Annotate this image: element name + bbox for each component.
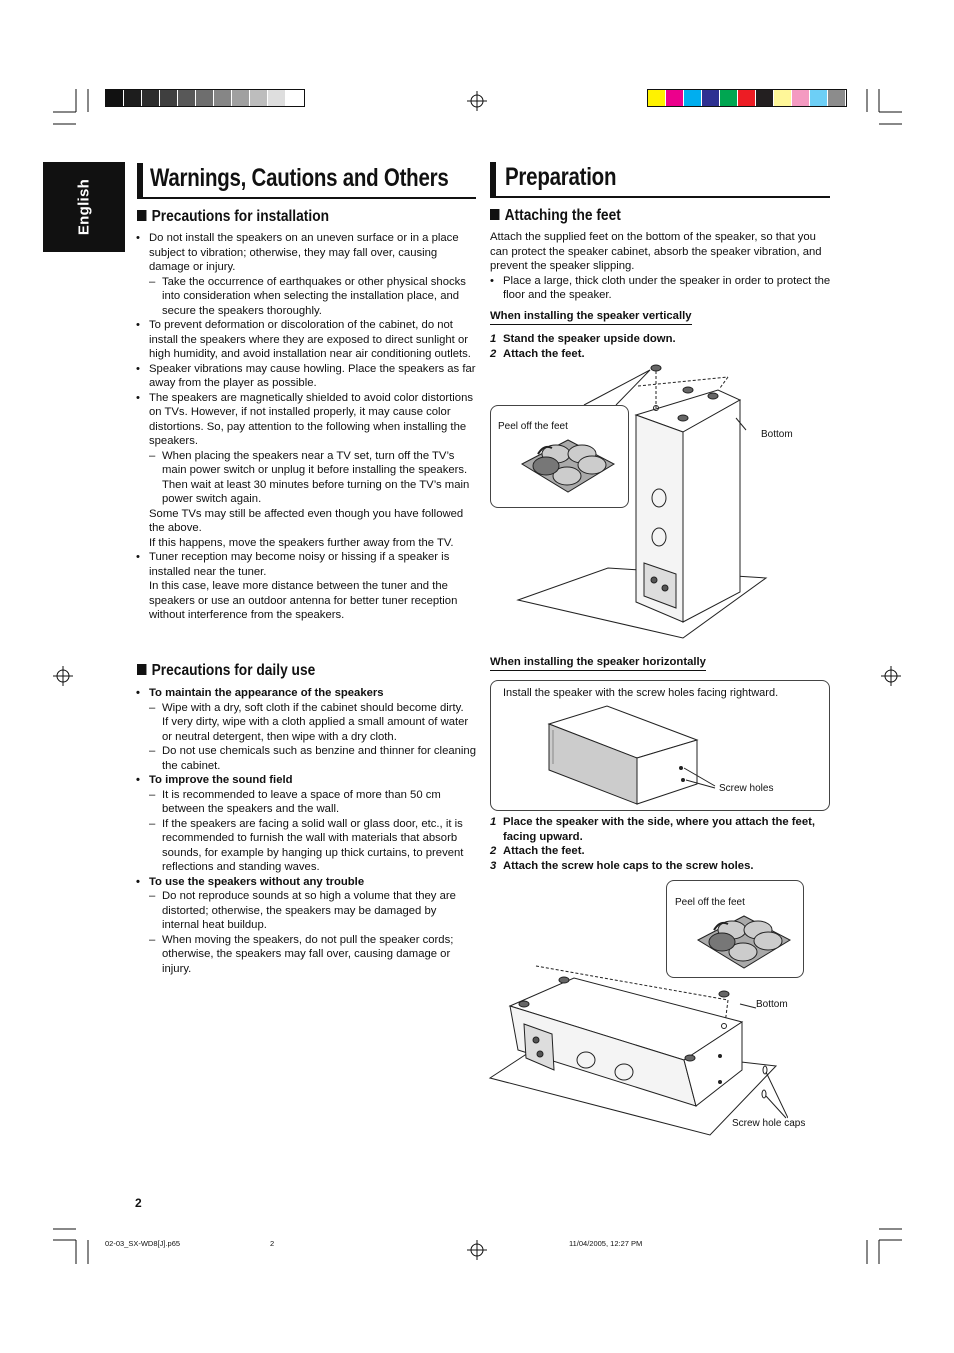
step-number: 2 [490,845,497,857]
step-text: Attach the feet. [503,845,585,857]
step-item [490,859,832,874]
color-calibration-bar [647,89,847,107]
vertical-heading: When installing the speaker vertically [490,310,692,325]
install-heading: Precautions for installation [137,208,329,226]
title-bar [490,162,496,198]
gray-swatch [232,90,250,106]
step-number: 2 [490,347,497,360]
horizontal-box-text: Install the speaker with the screw holes facing rightward. [503,687,779,699]
dash-item: – Do not reproduce sounds at so high a volume that they are distorted; otherwise, the speakers may be damaged by internal heat buildup. [136,889,476,933]
step-item [490,347,830,362]
continuation-text: If this happens, move the speakers further away from the TV. [149,536,454,549]
gray-swatch [286,90,304,106]
feet-bullet: • Place a large, thick cloth under the speaker in order to protect the floor and the speaker. [490,274,832,303]
step-number: 3 [490,859,497,872]
install-list [136,231,476,623]
step-item [490,844,832,859]
bottom-label-horizontal: Bottom [756,999,788,1010]
step-text: Place the speaker with the side, where you attach the feet, facing upward. [503,816,816,843]
title-rule [490,196,830,198]
square-bullet-icon [137,664,146,675]
footer-page: 2 [270,1239,275,1248]
bullet-item: • The speakers are magnetically shielded to avoid color distortions on TVs. However, if not installed properly, it may cause color distortions. So, pay attention to the following when installing the speakers. [136,391,476,449]
bullet-item: • Do not install the speakers on an uneven surface or in a place subject to vibration; otherwise, they may fall over, causing damage or injury. [136,231,476,275]
bullet-item: • To maintain the appearance of the speakers [136,686,476,701]
color-swatch [684,90,702,106]
page-title-warnings: Warnings, Cautions and Others [150,164,449,192]
bottom-label-vertical: Bottom [761,429,793,440]
color-swatch [810,90,828,106]
feet-sheet-icon [516,434,618,498]
step-text: Attach the screw hole caps to the screw holes. [503,859,754,872]
color-swatch [792,90,810,106]
dash-item: – Wipe with a dry, soft cloth if the cabinet should become dirty. [136,701,476,716]
gray-swatch [142,90,160,106]
continuation-text: Then wait at least 30 minutes before turning on the TV’s main power switch again. [162,478,470,505]
footer-timestamp: 11/04/2005, 12:27 PM [569,1239,643,1248]
gray-calibration-bar [105,89,305,107]
dash-item: – When moving the speakers, do not pull the speaker cords; otherwise, the speakers may fall over, causing damage or injury. [136,933,476,977]
color-swatch [702,90,720,106]
color-swatch [648,90,666,106]
color-swatch [774,90,792,106]
continuation-text: In this case, leave more distance between the tuner and the speakers or use an outdoor antenna for better tuner reception without interference from the speakers. [149,580,458,621]
page-title-preparation: Preparation [505,163,617,191]
bullet-item: • To prevent deformation or discoloration of the cabinet, do not install the speakers where they are exposed to direct sunlight or high humidity, and avoid installation near air conditioning outlets. [136,318,476,362]
bullet-item: • To use the speakers without any trouble [136,875,476,890]
step-number: 1 [490,816,497,828]
dash-item: – It is recommended to leave a space of more than 50 cm between the speakers and the wall. [136,788,476,817]
title-bar [137,163,143,199]
dash-item: – If the speakers are facing a solid wall or glass door, etc., it is recommended to furnish the wall with materials that absorb sounds, for example by hanging up thick curtains, to prevent reflections and standing waves. [136,817,476,875]
daily-use-list [136,686,476,976]
step-text: Stand the speaker upside down. [503,333,676,345]
horizontal-heading: When installing the speaker horizontally [490,656,706,671]
step-text: Attach the feet. [503,347,585,360]
page-number: 2 [135,1196,142,1210]
gray-swatch [250,90,268,106]
continuation-text: Some TVs may still be affected even though you have followed the above. [149,507,464,534]
language-tab: English [43,162,125,252]
square-bullet-icon [490,209,499,220]
dash-item: – Do not use chemicals such as benzine and thinner for cleaning the cabinet. [136,744,476,773]
step-item [490,332,830,347]
horizontal-speaker-illustration [545,700,725,808]
vertical-steps [490,332,830,361]
feet-intro-text: Attach the supplied feet on the bottom of the speaker, so that you can protect the speaker cabinet, absorb the speaker vibration, and prevent the speaker slipping. [490,231,822,272]
attaching-feet-heading: Attaching the feet [490,207,621,225]
footer-filename: 02-03_SX-WD8[J].p65 [105,1239,181,1248]
gray-swatch [124,90,142,106]
horizontal-steps [490,815,832,873]
gray-swatch [178,90,196,106]
daily-use-heading: Precautions for daily use [137,662,315,680]
gray-swatch [214,90,232,106]
peel-off-label-horizontal: Peel off the feet [675,897,745,908]
square-bullet-icon [137,210,146,221]
bullet-item: • To improve the sound field [136,773,476,788]
color-swatch [828,90,846,106]
bullet-item: • Speaker vibrations may cause howling. Place the speakers as far away from the player as possible. [136,362,476,391]
gray-swatch [160,90,178,106]
color-swatch [756,90,774,106]
title-rule [137,197,476,199]
color-swatch [666,90,684,106]
color-swatch [720,90,738,106]
dash-item: – Take the occurrence of earthquakes or other physical shocks into consideration when selecting the installation place, and secure the speakers thoroughly. [136,275,476,319]
bullet-item: • Tuner reception may become noisy or hissing if a speaker is installed near the tuner. [136,550,476,579]
horizontal-install-illustration [488,960,788,1140]
continuation-text: If very dirty, wipe with a cloth applied a small amount of water or neutral detergent, then wipe with a dry cloth. [162,716,469,743]
screw-holes-label: Screw holes [719,783,774,794]
screw-hole-caps-label: Screw hole caps [732,1118,806,1129]
color-swatch [738,90,756,106]
gray-swatch [196,90,214,106]
step-number: 1 [490,333,497,345]
peel-off-label-vertical: Peel off the feet [498,421,568,432]
step-item [490,815,832,844]
gray-swatch [106,90,124,106]
dash-item: – When placing the speakers near a TV set, turn off the TV’s main power switch or unplug it before installing the speakers. [136,449,476,478]
feet-intro [490,230,832,303]
gray-swatch [268,90,286,106]
